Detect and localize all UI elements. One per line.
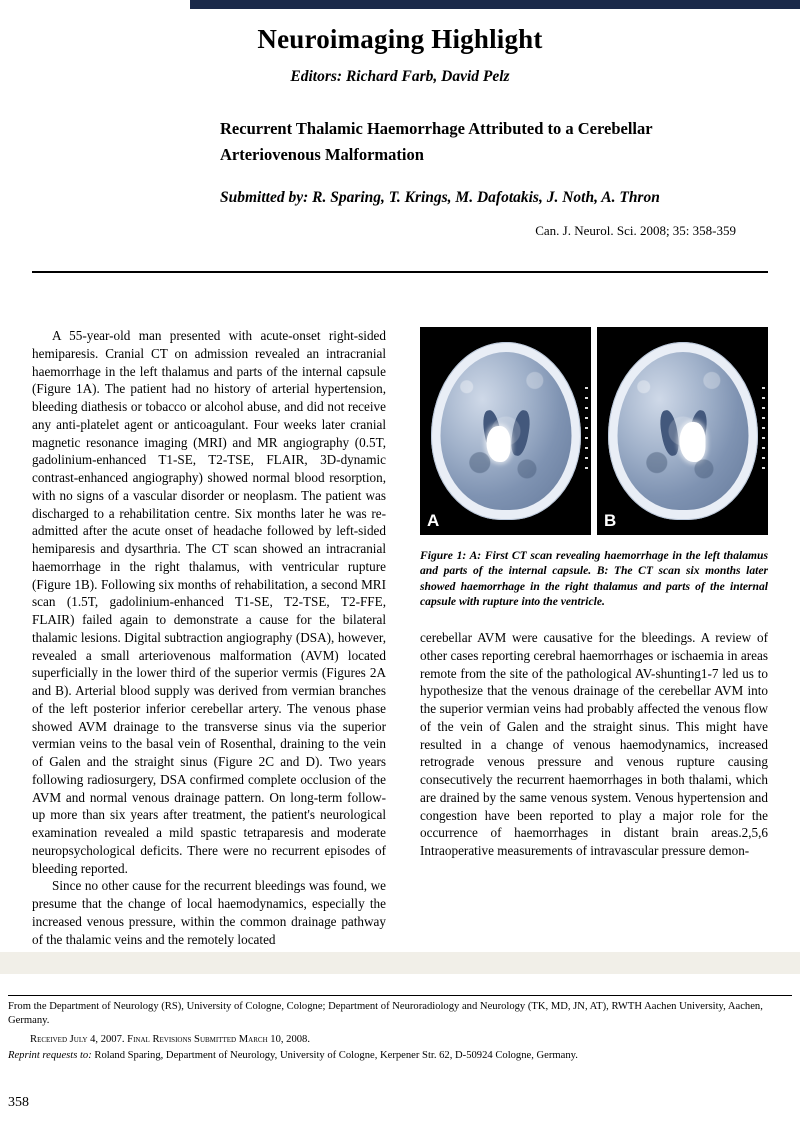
figure-caption-b-text: The CT scan six months later showed haemorrhage in the right thalamus and parts of the internal capsule with rupture into the ventricle.: [420, 564, 768, 608]
received-note: Received July 4, 2007. Final Revisions Submitted March 10, 2008.: [30, 1033, 310, 1045]
ventricle-left: [480, 409, 504, 457]
footer-band: [0, 952, 800, 974]
figure-1-caption: [420, 548, 768, 609]
paragraph: Since no other cause for the recurrent bleedings was found, we presume that the change of local haemodynamics, especially the increased venous pressure, within the common drainage pathway of the thalamic veins and the remotely located: [32, 878, 386, 947]
haemorrhage-right-thalamus: [679, 422, 705, 462]
right-column: [420, 327, 768, 860]
paragraph: cerebellar AVM were causative for the bleedings. A review of other cases reporting cerebral haemorrhages or ischaemia in areas remote from the site of the pathological AV-shunting1-7 led us to hypothesize that the venous drainage of the cerebellar AVM into the superior vermian veins had probably affected the venous flow of the vein of Galen and the straight sinus. This might have resulted in a change of venous haemodynamics, increased retrograde venous pressure and venous rupture causing consecutively the recurrent haemorrhages in both thalami, which are drained by the same venous system. Venous hypertension and congestion have been reported to play a major role for the occurrence of haemorrhages in distant brain areas.2,5,6 Intraoperative measurements of intravascular pressure demon-: [420, 630, 768, 859]
figure-caption-b-label: B:: [596, 564, 609, 578]
figure-caption-prefix: Figure 1: A:: [420, 549, 482, 562]
editors-line: Editors: Richard Farb, David Pelz: [290, 68, 510, 85]
scale-bar: [585, 387, 588, 473]
ventricle-left: [657, 409, 681, 457]
ventricle-right: [508, 409, 532, 457]
top-rule-block: [0, 0, 800, 10]
brain-parenchyma: [617, 352, 748, 510]
reprint-text: Roland Sparing, Department of Neurology, University of Cologne, Kerpener Str. 62, D-50924 Cologne, Germany.: [91, 1050, 578, 1062]
figure-caption-a-text: First CT scan revealing haemorrhage in the left thalamus and parts of the internal capsule.: [420, 549, 768, 578]
panel-a-label: A: [427, 511, 440, 530]
article-header: [0, 10, 800, 239]
brain-parenchyma: [440, 352, 571, 510]
header-divider: [32, 271, 768, 273]
scale-bar: [762, 387, 765, 473]
submitted-by-line: Submitted by: R. Sparing, T. Krings, M. Dafotakis, J. Noth, A. Thron: [220, 189, 660, 207]
citation-line: Can. J. Neurol. Sci. 2008; 35: 358-359: [535, 223, 736, 239]
haemorrhage-left-thalamus: [486, 426, 510, 462]
header-accent-bar: [190, 0, 800, 9]
reprint-note: [8, 1049, 792, 1063]
article-title: Recurrent Thalamic Haemorrhage Attributed to a Cerebellar Arteriovenous Malformation: [220, 119, 653, 164]
page-title: Neuroimaging Highlight: [257, 24, 543, 54]
ventricle-right: [685, 409, 709, 457]
left-column: [32, 327, 386, 948]
panel-b-label: B: [604, 511, 617, 530]
footer-divider: [8, 995, 792, 996]
skull-outline: [608, 342, 758, 520]
paragraph: A 55-year-old man presented with acute-onset right-sided hemiparesis. Cranial CT on admission revealed an intracranial haemorrhage in the left thalamus and parts of the internal capsule (Figure 1A). The patient had no history of arterial hypertension, bleeding diathesis or tobacco or alcohol abuse, and did not receive any anti-platelet agent or anticoagulant. Four weeks later cranial magnetic resonance imaging (MRI) and MR angiography (0.5T, gadolinium-enhanced T1-SE, T2-TSE, FLAIR, 3D-dynamic contrast-enhanced angiography) showed normal blood resorption, with no signs of a vascular disorder or neoplasm. The patient was discharged to a rehabilitation centre. Six months later he was re-admitted after the acute onset of headache followed by left-sided hemiparesis and dysarthria. The CT scan showed an intracranial haemorrhage in the right thalamus, with ventricular rupture (Figure 1B). Following six months of rehabilitation, a second MRI scan (1.5T, gadolinium-enhanced T1-SE, T2-TSE, T2-FFE, FLAIR) failed again to demonstrate a cause for the bilateral thalamic lesions. Digital subtraction angiography (DSA), however, revealed a small arteriovenous malformation (AVM) located superficially in the lower third of the superior vermis (Figures 2A and B). Arterial blood supply was derived from vermian branches of the left posterior inferior cerebellar artery. The venous phase showed AVM drainage to the transverse sinus via the superior vermian veins to the basal vein of Rosenthal, draining to the vein of Galen and the straight sinus (Figure 2C and D). Two years following radiosurgery, DSA confirmed complete occlusion of the AVM and normal venous drainage pattern. On long-term follow-up more than six years after treatment, the patient's neurological examination revealed a mild spastic tetraparesis and moderate neuropsychological deficits. There were no recurrent episodes of bleeding reported.: [32, 328, 386, 876]
affiliation-note: From the Department of Neurology (RS), University of Cologne, Cologne; Department of Neuroradiology and Neurology (TK, MD, JN, AT), RWTH Aachen University, Aachen, Germany.: [8, 1001, 763, 1027]
footnote-block: [8, 1000, 792, 1064]
skull-outline: [431, 342, 581, 520]
page-number: 358: [8, 1095, 29, 1110]
figure-1-image: [420, 327, 768, 535]
reprint-label: Reprint requests to:: [8, 1050, 92, 1062]
ct-scan-panel-b: [597, 327, 768, 535]
ct-scan-panel-a: [420, 327, 591, 535]
